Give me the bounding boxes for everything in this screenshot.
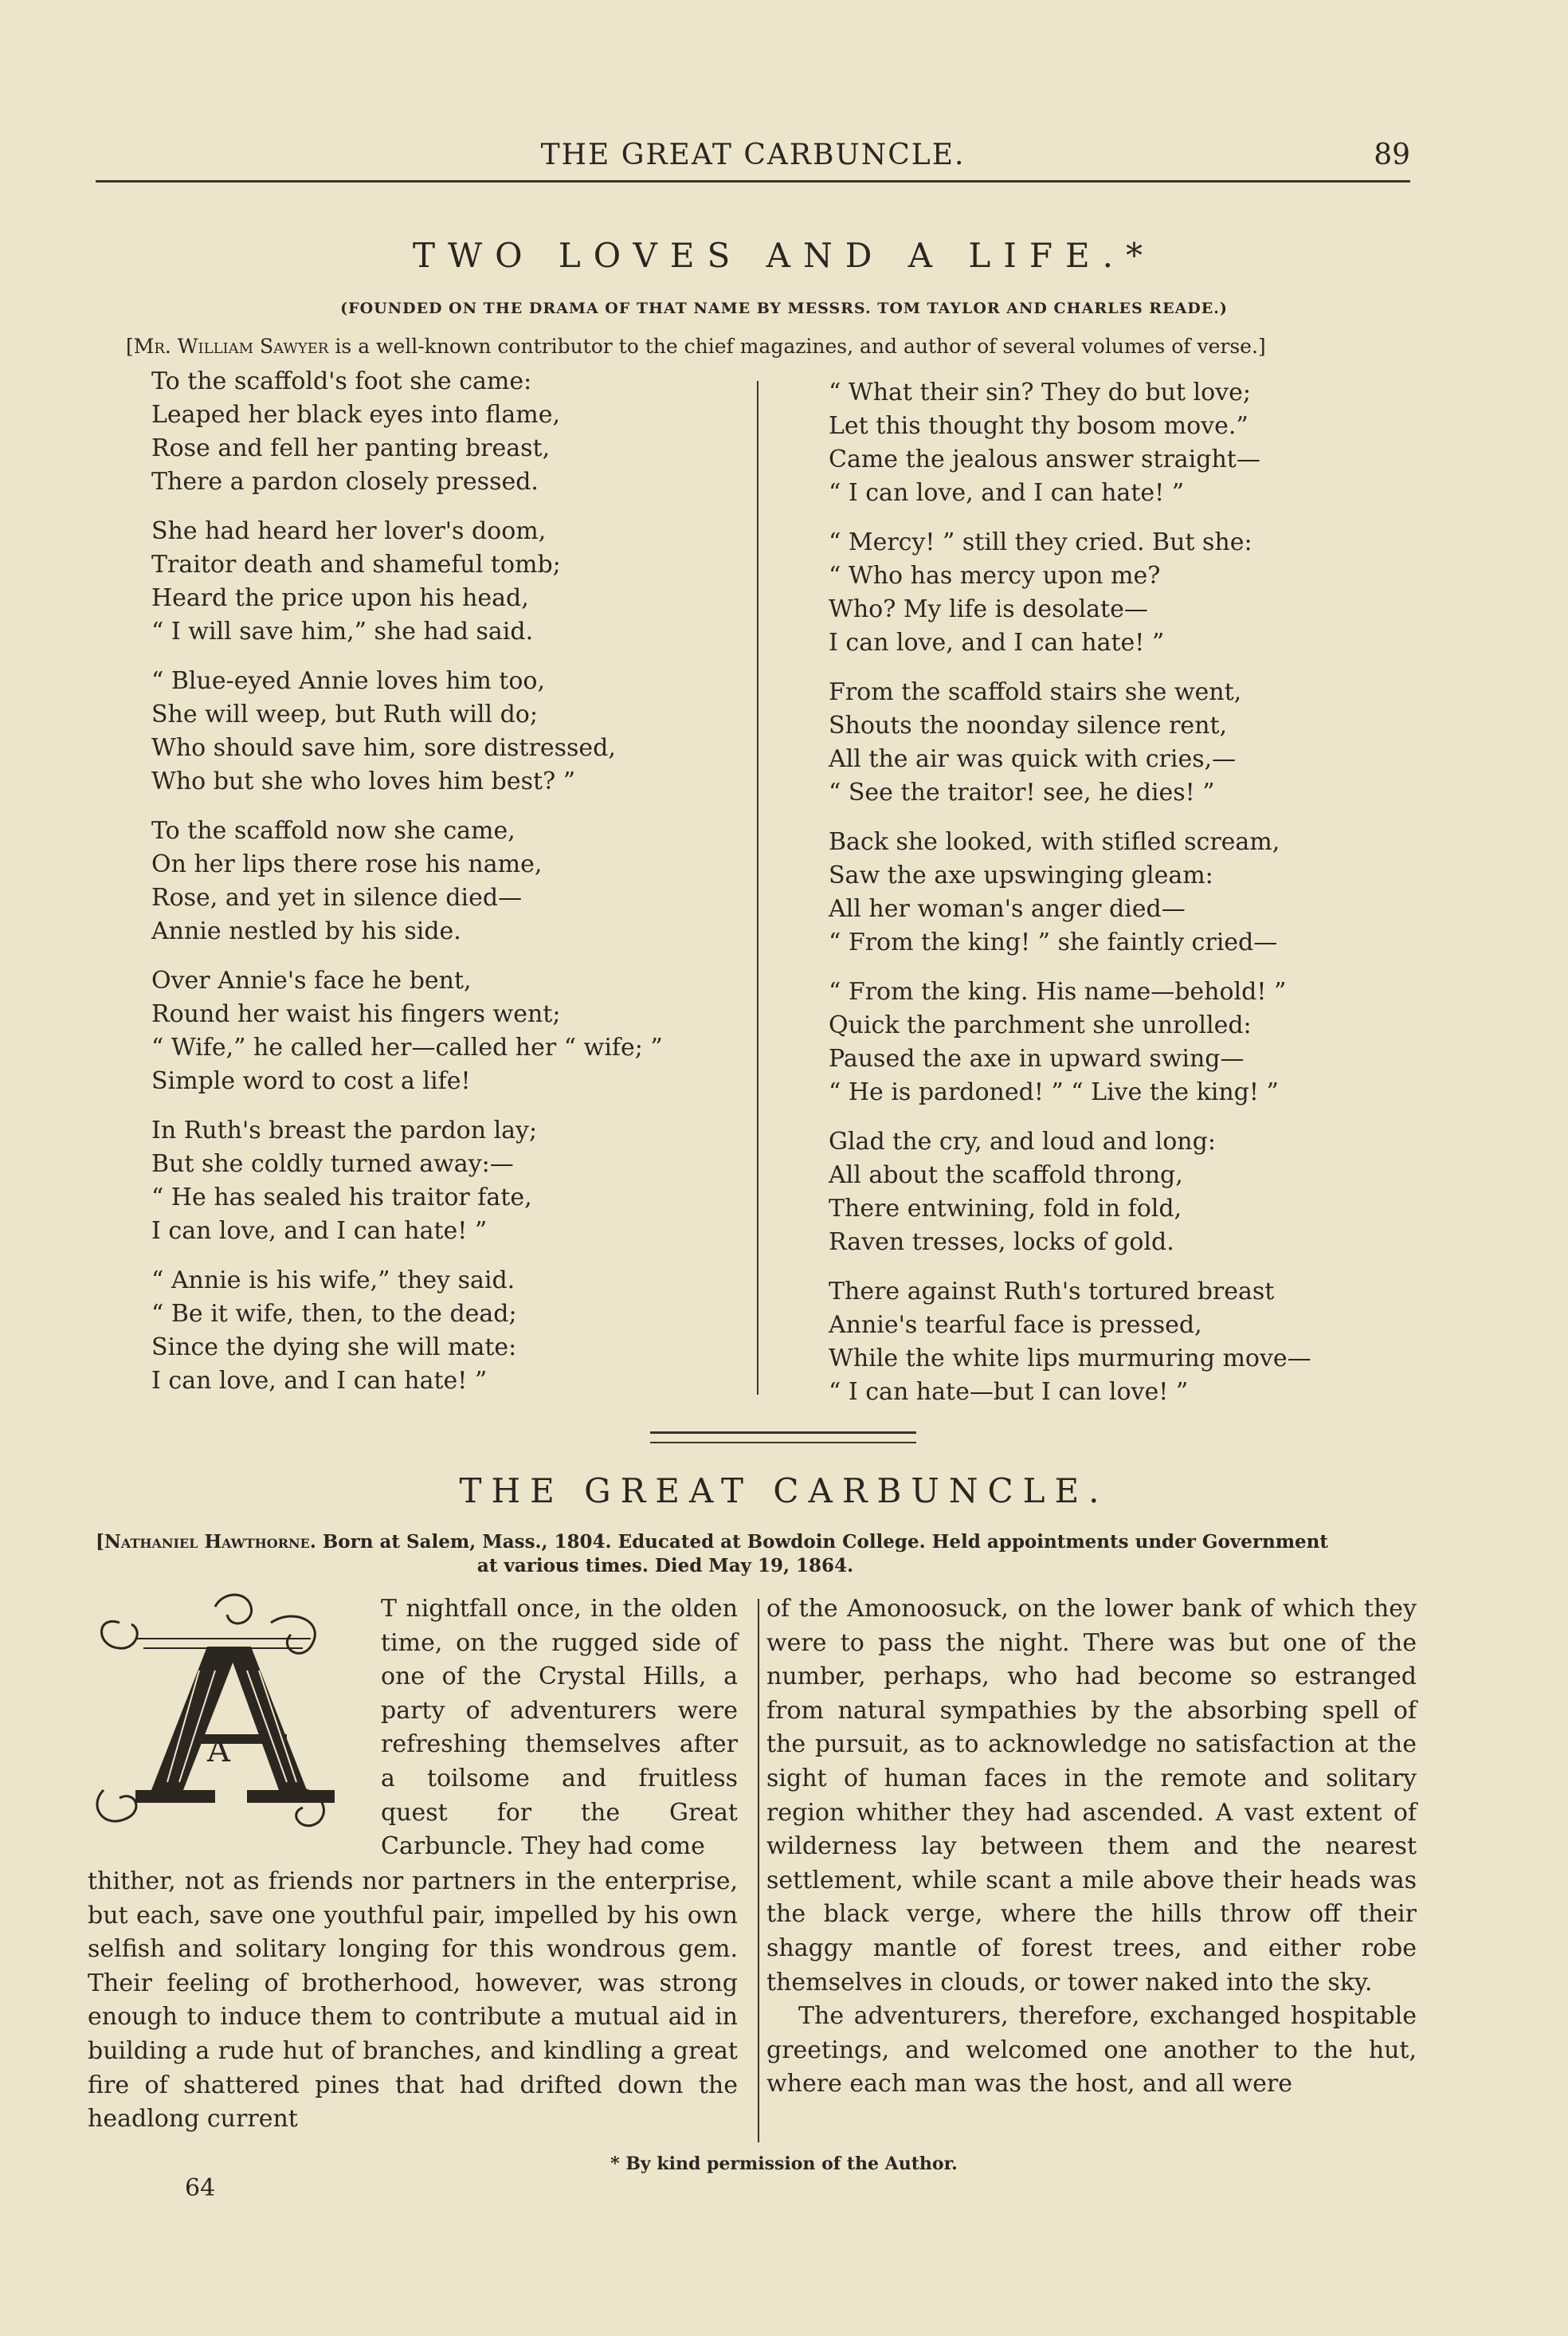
poem-line: “ I can love, and I can hate! ”	[829, 479, 1185, 507]
poem-stanza	[829, 826, 1450, 960]
poem-line: She will weep, but Ruth will do;	[151, 701, 538, 728]
poem-line: Over Annie's face he bent,	[151, 967, 472, 995]
dropcap-flourish-bottom-left	[97, 1790, 136, 1821]
dropcap-letter: A	[207, 1733, 230, 1769]
poem-stanza	[829, 976, 1450, 1109]
poem-line: Annie's tearful face is pressed,	[829, 1311, 1202, 1339]
poem-line: From the scaffold stairs she went,	[829, 678, 1242, 706]
poem-title: TWO LOVES AND A LIFE.*	[412, 236, 1156, 275]
poem-stanza	[151, 515, 773, 649]
story-right-column	[766, 1592, 1417, 2102]
poem-line: “ Who has mercy upon me?	[829, 562, 1161, 590]
poem-stanza	[829, 526, 1450, 660]
poem-line: Back she looked, with stifled scream,	[829, 828, 1280, 856]
poem-line: All her woman's anger died—	[829, 895, 1186, 923]
poem-line: “ Be it wife, then, to the dead;	[151, 1300, 517, 1328]
poem-stanza	[829, 376, 1450, 510]
poem-line: All about the scaffold throng,	[829, 1161, 1183, 1189]
poem-line: “ He has sealed his traitor fate,	[151, 1184, 532, 1211]
poem-line: Leaped her black eyes into flame,	[151, 401, 561, 429]
poem-line: Since the dying she will mate:	[151, 1333, 517, 1361]
poem-line: “ From the king! ” she faintly cried—	[829, 929, 1278, 956]
poem-line: Paused the axe in upward swing—	[829, 1045, 1245, 1073]
poem-stanza	[829, 676, 1450, 810]
poem-line: “ From the king. His name—behold! ”	[829, 978, 1287, 1006]
folio-signature: 64	[185, 2174, 216, 2202]
poem-line: Came the jealous answer straight—	[829, 446, 1260, 473]
poem-line: Raven tresses, locks of gold.	[829, 1228, 1174, 1256]
poem-line: Who should save him, sore distressed,	[151, 734, 616, 762]
poem-line: To the scaffold now she came,	[151, 817, 515, 845]
poem-stanza	[151, 365, 773, 499]
poem-line: On her lips there rose his name,	[151, 850, 543, 878]
poem-left-column	[151, 365, 773, 1414]
poem-line: Rose, and yet in silence died—	[151, 884, 523, 912]
poem-author-note-text: is a well-known contributor to the chief magazines, and author of several volumes of verse.]	[328, 335, 1266, 358]
note-bracket: [	[96, 1531, 104, 1553]
poem-line: Who but she who loves him best? ”	[151, 768, 576, 795]
poem-author-note	[126, 335, 1393, 358]
story-paragraph-2: The adventurers, therefore, exchanged hospitable greetings, and welcomed one another to the hut, where each man was the host, and all were	[766, 2002, 1417, 2098]
poem-line: Round her waist his fingers went;	[151, 1000, 561, 1028]
poem-line: “ Annie is his wife,” they said.	[151, 1266, 515, 1294]
dropcap-serif-left	[135, 1790, 215, 1803]
dropcap-flourish-top	[215, 1595, 252, 1623]
poem-stanza	[151, 1114, 773, 1248]
story-paragraph-1-end: of the Amonoosuck, on the lower bank of which they were to pass the night. There was but one of the number, perhaps, who had become so estranged from natural sympathies by the absorbing spell of the pursuit, as to acknowledge no satisfaction at the sight of human faces in the remote and solitary region whither they had ascended. A vast extent of wilderness lay between them and the nearest settlement, while scant a mile above their heads was the black verge, where the hills throw off their shaggy mantle of forest trees, and either robe themselves in clouds, or tower naked into the sky.	[766, 1595, 1417, 1996]
poem-line: But she coldly turned away:—	[151, 1150, 514, 1178]
story-author-note	[96, 1530, 1410, 1578]
poem-line: I can love, and I can hate! ”	[151, 1217, 488, 1245]
poem-line: There entwining, fold in fold,	[829, 1195, 1182, 1223]
poem-line: Rose and fell her panting breast,	[151, 434, 551, 462]
poem-line: Simple word to cost a life!	[151, 1067, 471, 1095]
story-author-note-text: Born at Salem, Mass., 1804. Educated at Bowdoin College. Held appointments under Government	[316, 1531, 1329, 1553]
poem-line: Traitor death and shameful tomb;	[151, 551, 561, 579]
poem-line: In Ruth's breast the pardon lay;	[151, 1117, 538, 1144]
section-divider	[650, 1431, 916, 1443]
poem-stanza	[151, 665, 773, 799]
running-title: THE GREAT CARBUNCLE.	[540, 139, 966, 171]
story-paragraph-1-start: T nightfall once, in the olden time, on the rugged side of one of the Crystal Hills, a party of adventurers were refreshing themselves after a toilsome and fruitless quest for the Great Carbuncle. They had come	[381, 1595, 738, 1861]
poem-line: All the air was quick with cries,—	[829, 745, 1237, 773]
running-header	[96, 135, 1410, 183]
footnote: * By kind permission of the Author.	[610, 2153, 958, 2174]
poem-line: “ Wife,” he called her—called her “ wife; ”	[151, 1034, 663, 1062]
poem-line: There against Ruth's tortured breast	[829, 1278, 1275, 1305]
poem-line: “ Mercy! ” still they cried. But she:	[829, 528, 1252, 556]
poem-stanza	[829, 1275, 1450, 1409]
dropcap-serif-right	[247, 1790, 335, 1803]
poem-line: While the white lips murmuring move—	[829, 1345, 1311, 1372]
story-author-note-line-2: at various times. Died May 19, 1864.	[476, 1555, 854, 1576]
poem-line: Glad the cry, and loud and long:	[829, 1128, 1216, 1156]
ornamental-dropcap-a	[88, 1591, 357, 1839]
poem-line: “ See the traitor! see, he dies! ”	[829, 779, 1215, 807]
note-bracket: [	[126, 335, 134, 358]
poem-line: “ I will save him,” she had said.	[151, 618, 534, 646]
page-number: 89	[1374, 139, 1410, 171]
poem-line: “ I can hate—but I can love! ”	[829, 1378, 1189, 1406]
poem-column-divider	[757, 381, 759, 1395]
poem-line: Quick the parchment she unrolled:	[829, 1011, 1252, 1039]
poem-line: I can love, and I can hate! ”	[151, 1367, 488, 1395]
story-author-note-line-1	[96, 1530, 1410, 1554]
poem-line: Let this thought thy bosom move.”	[829, 412, 1249, 440]
poem-right-column	[829, 376, 1450, 1425]
poem-stanza	[151, 815, 773, 948]
poem-line: Heard the price upon his head,	[151, 584, 529, 612]
poem-line: Annie nestled by his side.	[151, 917, 461, 945]
poem-line: There a pardon closely pressed.	[151, 468, 539, 496]
poem-line: “ He is pardoned! ” “ Live the king! ”	[829, 1078, 1279, 1106]
poem-author-name: Mr. William Sawyer	[133, 335, 329, 358]
poem-line: I can love, and I can hate! ”	[829, 629, 1165, 657]
dropcap-flourish-top-left	[102, 1621, 138, 1648]
poem-line: To the scaffold's foot she came:	[151, 367, 532, 395]
poem-line: “ Blue-eyed Annie loves him too,	[151, 667, 546, 695]
poem-line: Shouts the noonday silence rent,	[829, 712, 1228, 740]
poem-stanza	[829, 1125, 1450, 1259]
poem-line: Who? My life is desolate—	[829, 595, 1148, 623]
story-title: THE GREAT CARBUNCLE.	[459, 1471, 1109, 1510]
poem-stanza	[151, 964, 773, 1098]
dropcap-right-stroke	[227, 1647, 307, 1790]
story-paragraph-1-continued: thither, not as friends nor partners in the enterprise, but each, save one youthful pair, impelled by his own selfish and solitary longing for this wondrous gem. Their feeling of brotherhood, however, was strong enough to induce them to contribute a mutual aid in building a rude hut of branches, and kindling a great fire of shattered pines that had drifted down the headlong current	[88, 1867, 738, 2134]
poem-stanza	[151, 1264, 773, 1398]
poem-subtitle: (FOUNDED ON THE DRAMA OF THAT NAME BY MESSRS. TOM TAYLOR AND CHARLES READE.)	[340, 300, 1228, 317]
prose-column-divider	[758, 1599, 759, 2142]
poem-line: She had heard her lover's doom,	[151, 517, 547, 545]
poem-line: “ What their sin? They do but love;	[829, 379, 1251, 406]
poem-line: Saw the axe upswinging gleam:	[829, 862, 1213, 889]
story-author-name: Nathaniel Hawthorne.	[104, 1531, 316, 1553]
